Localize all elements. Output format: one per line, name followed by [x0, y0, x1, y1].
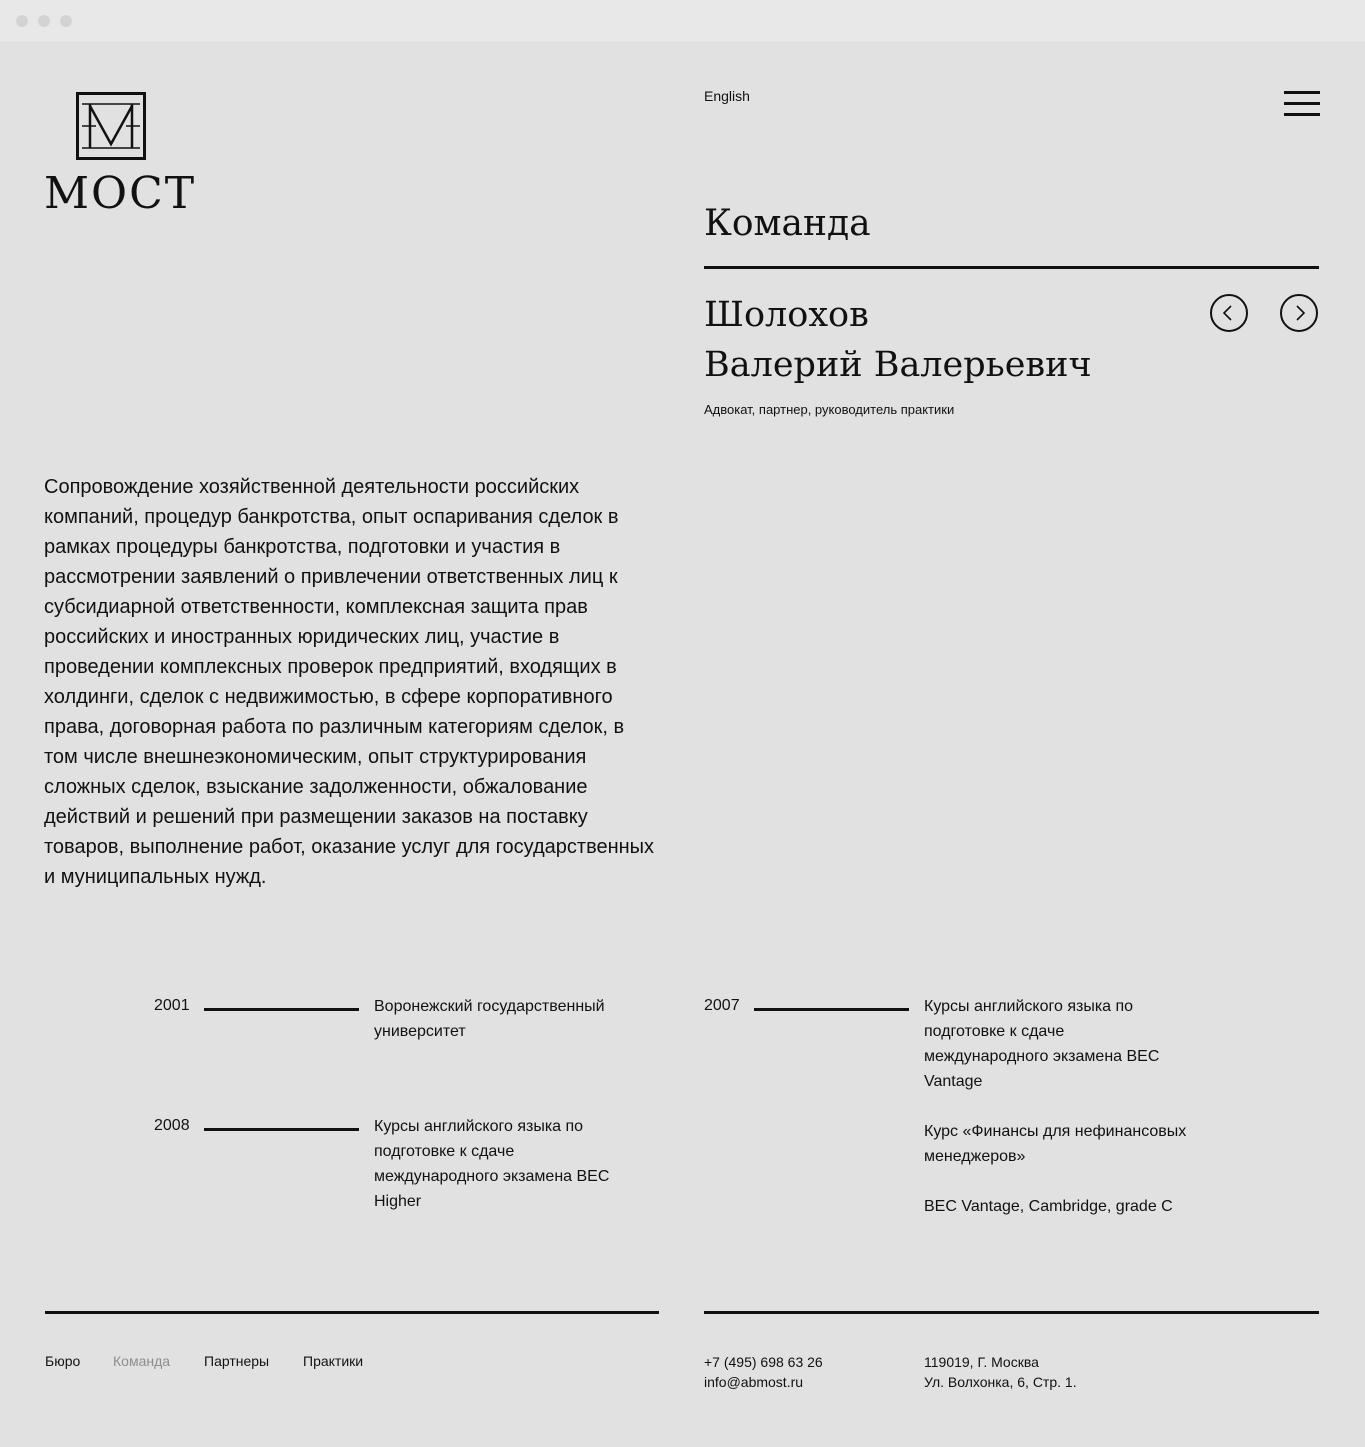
menu-icon[interactable] [1284, 91, 1320, 117]
footer-nav-practices[interactable]: Практики [303, 1353, 364, 1369]
education-year: 2007 [704, 997, 740, 1014]
person-bio: Сопровождение хозяйственной деятельности российских компаний, процедур банкротства, опыт оспаривания сделок в рамках процедуры банкротства, подготовки и участия в рассмотрении заявлений о привлечении ответственных лиц к субсидиарной ответственности, комплексная защита прав российских и иностранных юридических лиц, участие в проведении комплексных проверок предприятий, входящих в холдинги, сделок с недвижимостью, в сфере корпоративного права, договорная работа по различным категориям сделок, в том числе внешнеэкономическим, опыт структурирования сложных сделок, взыскание задолженности, обжалование действий и решений при размещении заказов на поставку товаров, выполнение работ, оказание услуг для государственных и муниципальных нужд. [44, 476, 655, 888]
education-year: 2001 [154, 997, 190, 1014]
address-block [924, 1352, 1077, 1392]
window-maximize-dot[interactable] [60, 15, 72, 27]
timeline-line [754, 1008, 909, 1011]
education-item: Курс «Финансы для нефинансовых менеджеров» [924, 1123, 1187, 1165]
footer-nav-team[interactable]: Команда [113, 1353, 171, 1369]
footer-divider-right [704, 1311, 1319, 1314]
person-position: Адвокат, партнер, руководитель практики [704, 402, 955, 417]
next-person-button[interactable] [1280, 294, 1318, 332]
timeline-line [204, 1128, 359, 1131]
address-line: 119019, Г. Москва [924, 1354, 1039, 1370]
logo-text[interactable]: МОСТ [44, 168, 197, 219]
previous-person-button[interactable] [1210, 294, 1248, 332]
chevron-right-icon [1282, 296, 1316, 330]
person-name [704, 290, 1092, 390]
timeline-line [204, 1008, 359, 1011]
phone-link[interactable]: +7 (495) 698 63 26 [704, 1354, 823, 1370]
education-item: Воронежский государственный университет [374, 998, 605, 1040]
title-divider [704, 266, 1319, 269]
education-item: BEC Vantage, Cambridge, grade C [924, 1198, 1173, 1215]
page-title: Команда [704, 203, 871, 244]
person-surname: Шолохов [704, 295, 869, 335]
logo-emblem-icon[interactable] [76, 92, 146, 160]
chevron-left-icon [1212, 296, 1246, 330]
contact-block [704, 1352, 823, 1392]
browser-chrome [0, 0, 1365, 43]
footer-divider-left [45, 1311, 659, 1314]
window-close-dot[interactable] [16, 15, 28, 27]
person-given-names: Валерий Валерьевич [704, 345, 1092, 385]
education-item: Курсы английского языка по подготовке к сдаче международного экзамена BEC Vantage [924, 998, 1160, 1090]
footer-nav-buro[interactable]: Бюро [45, 1353, 81, 1369]
education-year: 2008 [154, 1117, 190, 1134]
address-line: Ул. Волхонка, 6, Стр. 1. [924, 1374, 1077, 1390]
email-link[interactable]: info@abmost.ru [704, 1374, 804, 1390]
education-item: Курсы английского языка по подготовке к сдаче международного экзамена BEC Higher [374, 1118, 610, 1210]
footer-nav-partners[interactable]: Партнеры [204, 1353, 270, 1369]
window-minimize-dot[interactable] [38, 15, 50, 27]
language-switch-link[interactable]: English [704, 88, 750, 104]
